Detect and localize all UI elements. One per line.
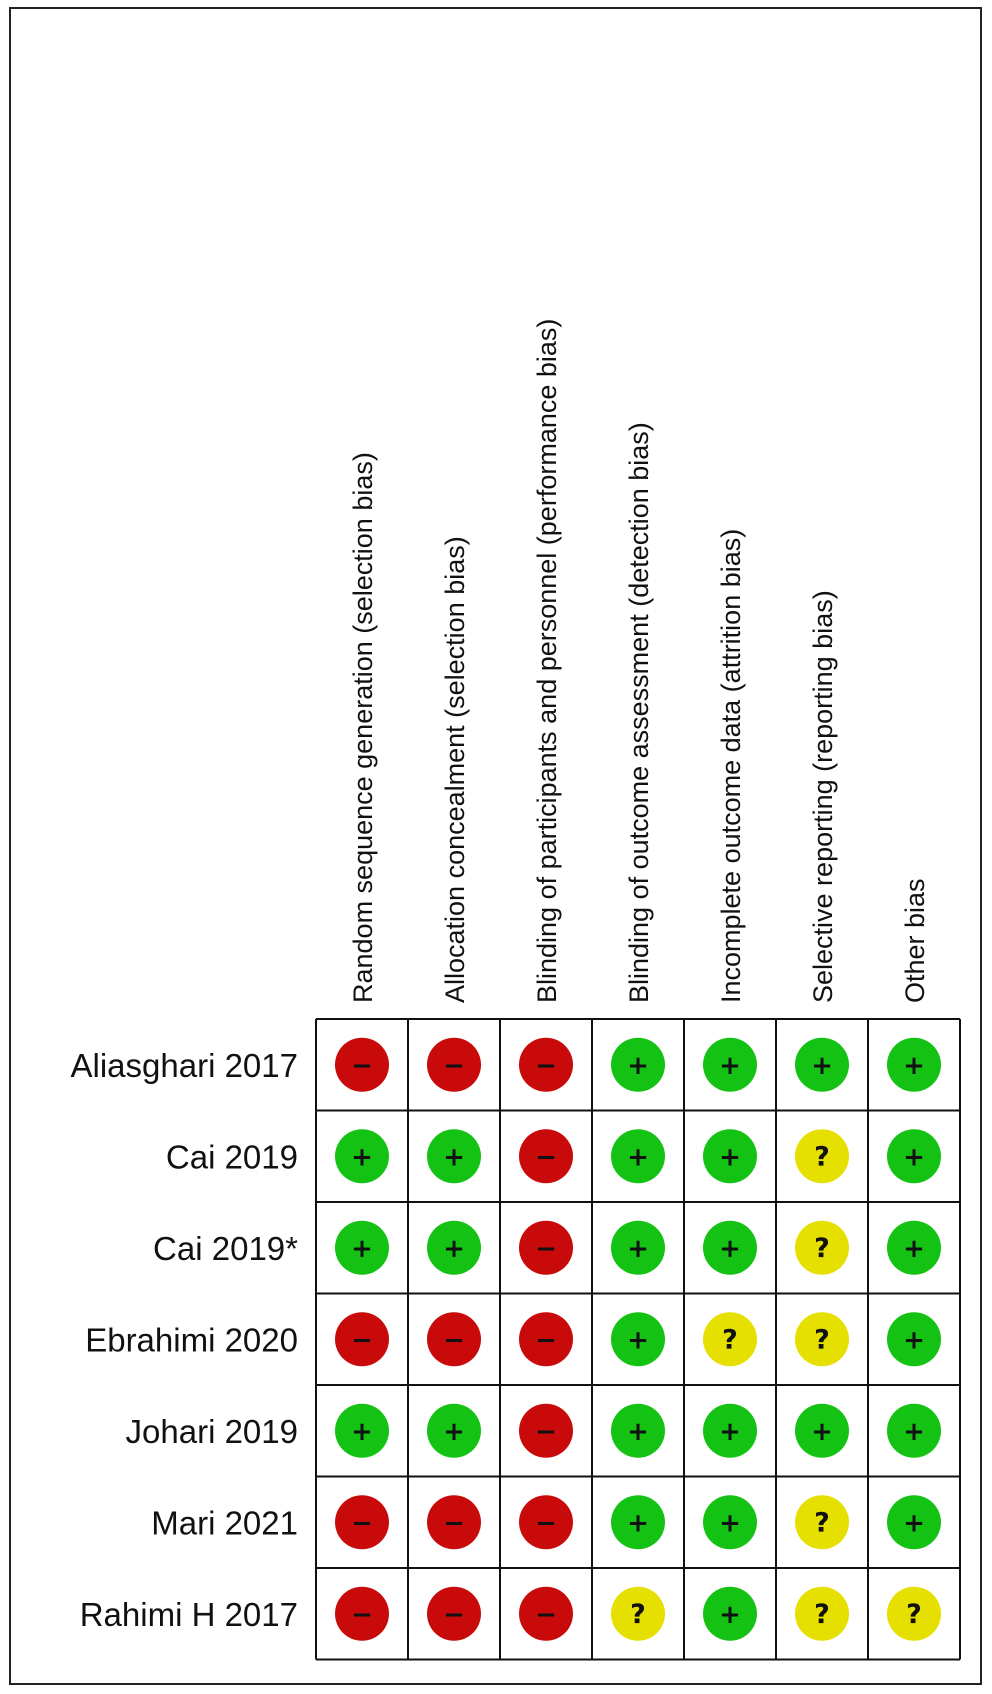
study-label-5: Johari 2019: [125, 1412, 298, 1450]
judgement-symbol: −: [443, 1050, 465, 1081]
judgement-symbol: +: [351, 1416, 373, 1447]
judgement-4-4-low: [611, 1312, 665, 1366]
judgement-symbol: +: [811, 1050, 833, 1081]
domain-header-6: Selective reporting (reporting bias): [808, 590, 838, 1003]
judgement-2-1-low: [335, 1129, 389, 1183]
study-label-2: Cai 2019: [165, 1138, 298, 1176]
judgement-2-4-low: [611, 1129, 665, 1183]
domain-header-5: Incomplete outcome data (attrition bias): [716, 528, 746, 1003]
judgement-symbol: ?: [906, 1598, 922, 1630]
judgement-6-1-high: [335, 1495, 389, 1549]
judgement-symbol: +: [351, 1233, 373, 1264]
judgement-1-3-high: [519, 1038, 573, 1092]
judgement-symbol: ?: [814, 1598, 830, 1630]
judgement-1-2-high: [427, 1038, 481, 1092]
judgement-symbol: +: [627, 1142, 649, 1173]
judgement-symbol: −: [443, 1325, 465, 1356]
domain-header-7: Other bias: [900, 878, 930, 1003]
judgement-symbol: −: [351, 1599, 373, 1630]
judgement-4-5-unclear: [703, 1312, 757, 1366]
study-label-6: Mari 2021: [151, 1504, 298, 1542]
judgement-5-1-low: [335, 1404, 389, 1458]
judgement-symbol: +: [443, 1142, 465, 1173]
judgement-3-6-unclear: [795, 1221, 849, 1275]
judgement-5-7-low: [887, 1404, 941, 1458]
judgement-6-2-high: [427, 1495, 481, 1549]
judgement-7-6-unclear: [795, 1587, 849, 1641]
judgement-symbol: +: [627, 1050, 649, 1081]
judgement-symbol: ?: [814, 1232, 830, 1264]
judgement-symbol: ?: [814, 1324, 830, 1356]
judgement-symbol: +: [627, 1233, 649, 1264]
judgement-1-4-low: [611, 1038, 665, 1092]
judgement-symbol: +: [903, 1508, 925, 1539]
judgement-5-3-high: [519, 1404, 573, 1458]
judgement-6-4-low: [611, 1495, 665, 1549]
judgement-7-5-low: [703, 1587, 757, 1641]
judgement-4-2-high: [427, 1312, 481, 1366]
judgement-6-6-unclear: [795, 1495, 849, 1549]
judgement-symbol: −: [351, 1325, 373, 1356]
judgement-symbol: +: [719, 1233, 741, 1264]
judgement-symbol: +: [811, 1416, 833, 1447]
judgement-3-5-low: [703, 1221, 757, 1275]
judgement-4-7-low: [887, 1312, 941, 1366]
judgement-symbol: −: [443, 1599, 465, 1630]
judgement-1-7-low: [887, 1038, 941, 1092]
judgement-7-4-unclear: [611, 1587, 665, 1641]
judgement-symbol: −: [535, 1233, 557, 1264]
study-label-3: Cai 2019*: [153, 1229, 298, 1267]
judgement-2-5-low: [703, 1129, 757, 1183]
judgement-5-2-low: [427, 1404, 481, 1458]
judgement-7-2-high: [427, 1587, 481, 1641]
judgement-symbol: −: [535, 1050, 557, 1081]
judgement-4-3-high: [519, 1312, 573, 1366]
judgement-6-7-low: [887, 1495, 941, 1549]
judgement-symbol: +: [351, 1142, 373, 1173]
judgement-6-5-low: [703, 1495, 757, 1549]
judgement-symbol: ?: [722, 1324, 738, 1356]
domain-header-3: Blinding of participants and personnel (performance bias): [532, 318, 562, 1003]
judgement-symbol: +: [903, 1325, 925, 1356]
study-label-7: Rahimi H 2017: [79, 1595, 298, 1633]
domain-headers: [348, 319, 930, 1003]
judgement-symbol: −: [535, 1416, 557, 1447]
judgement-symbol: +: [627, 1508, 649, 1539]
study-labels: [71, 1047, 299, 1633]
judgement-symbol: +: [719, 1599, 741, 1630]
judgement-1-5-low: [703, 1038, 757, 1092]
judgement-1-1-high: [335, 1038, 389, 1092]
judgement-symbol: +: [719, 1508, 741, 1539]
judgement-symbol: −: [535, 1325, 557, 1356]
judgement-symbol: +: [627, 1325, 649, 1356]
judgement-symbol: +: [443, 1416, 465, 1447]
judgement-symbol: ?: [814, 1141, 830, 1173]
judgement-3-3-high: [519, 1221, 573, 1275]
judgement-2-6-unclear: [795, 1129, 849, 1183]
study-label-4: Ebrahimi 2020: [85, 1321, 298, 1359]
judgement-symbol: +: [627, 1416, 649, 1447]
judgement-symbol: +: [443, 1233, 465, 1264]
judgement-7-1-high: [335, 1587, 389, 1641]
domain-header-4: Blinding of outcome assessment (detection bias): [624, 422, 654, 1003]
judgement-symbol: ?: [630, 1598, 646, 1630]
judgement-symbol: −: [535, 1142, 557, 1173]
judgement-2-3-high: [519, 1129, 573, 1183]
judgement-6-3-high: [519, 1495, 573, 1549]
judgement-symbol: +: [903, 1233, 925, 1264]
judgement-symbol: +: [719, 1416, 741, 1447]
judgement-7-7-unclear: [887, 1587, 941, 1641]
judgement-symbol: +: [903, 1416, 925, 1447]
judgement-4-6-unclear: [795, 1312, 849, 1366]
judgement-5-4-low: [611, 1404, 665, 1458]
domain-header-2: Allocation concealment (selection bias): [440, 536, 470, 1003]
judgement-symbol: −: [535, 1599, 557, 1630]
judgement-5-6-low: [795, 1404, 849, 1458]
judgement-symbol: +: [719, 1142, 741, 1173]
judgement-symbol: ?: [814, 1507, 830, 1539]
judgement-symbol: +: [903, 1142, 925, 1173]
judgement-symbol: +: [903, 1050, 925, 1081]
judgement-3-4-low: [611, 1221, 665, 1275]
judgement-7-3-high: [519, 1587, 573, 1641]
domain-header-1: Random sequence generation (selection bias): [348, 452, 378, 1003]
judgement-grid: [316, 1019, 960, 1660]
judgement-2-7-low: [887, 1129, 941, 1183]
judgement-symbol: −: [443, 1508, 465, 1539]
judgement-3-7-low: [887, 1221, 941, 1275]
judgement-symbol: −: [535, 1508, 557, 1539]
judgement-3-2-low: [427, 1221, 481, 1275]
study-label-1: Aliasghari 2017: [70, 1046, 298, 1084]
judgement-symbol: +: [719, 1050, 741, 1081]
judgement-symbol: −: [351, 1508, 373, 1539]
judgement-5-5-low: [703, 1404, 757, 1458]
judgement-2-2-low: [427, 1129, 481, 1183]
judgement-1-6-low: [795, 1038, 849, 1092]
judgement-3-1-low: [335, 1221, 389, 1275]
judgement-4-1-high: [335, 1312, 389, 1366]
judgement-symbol: −: [351, 1050, 373, 1081]
